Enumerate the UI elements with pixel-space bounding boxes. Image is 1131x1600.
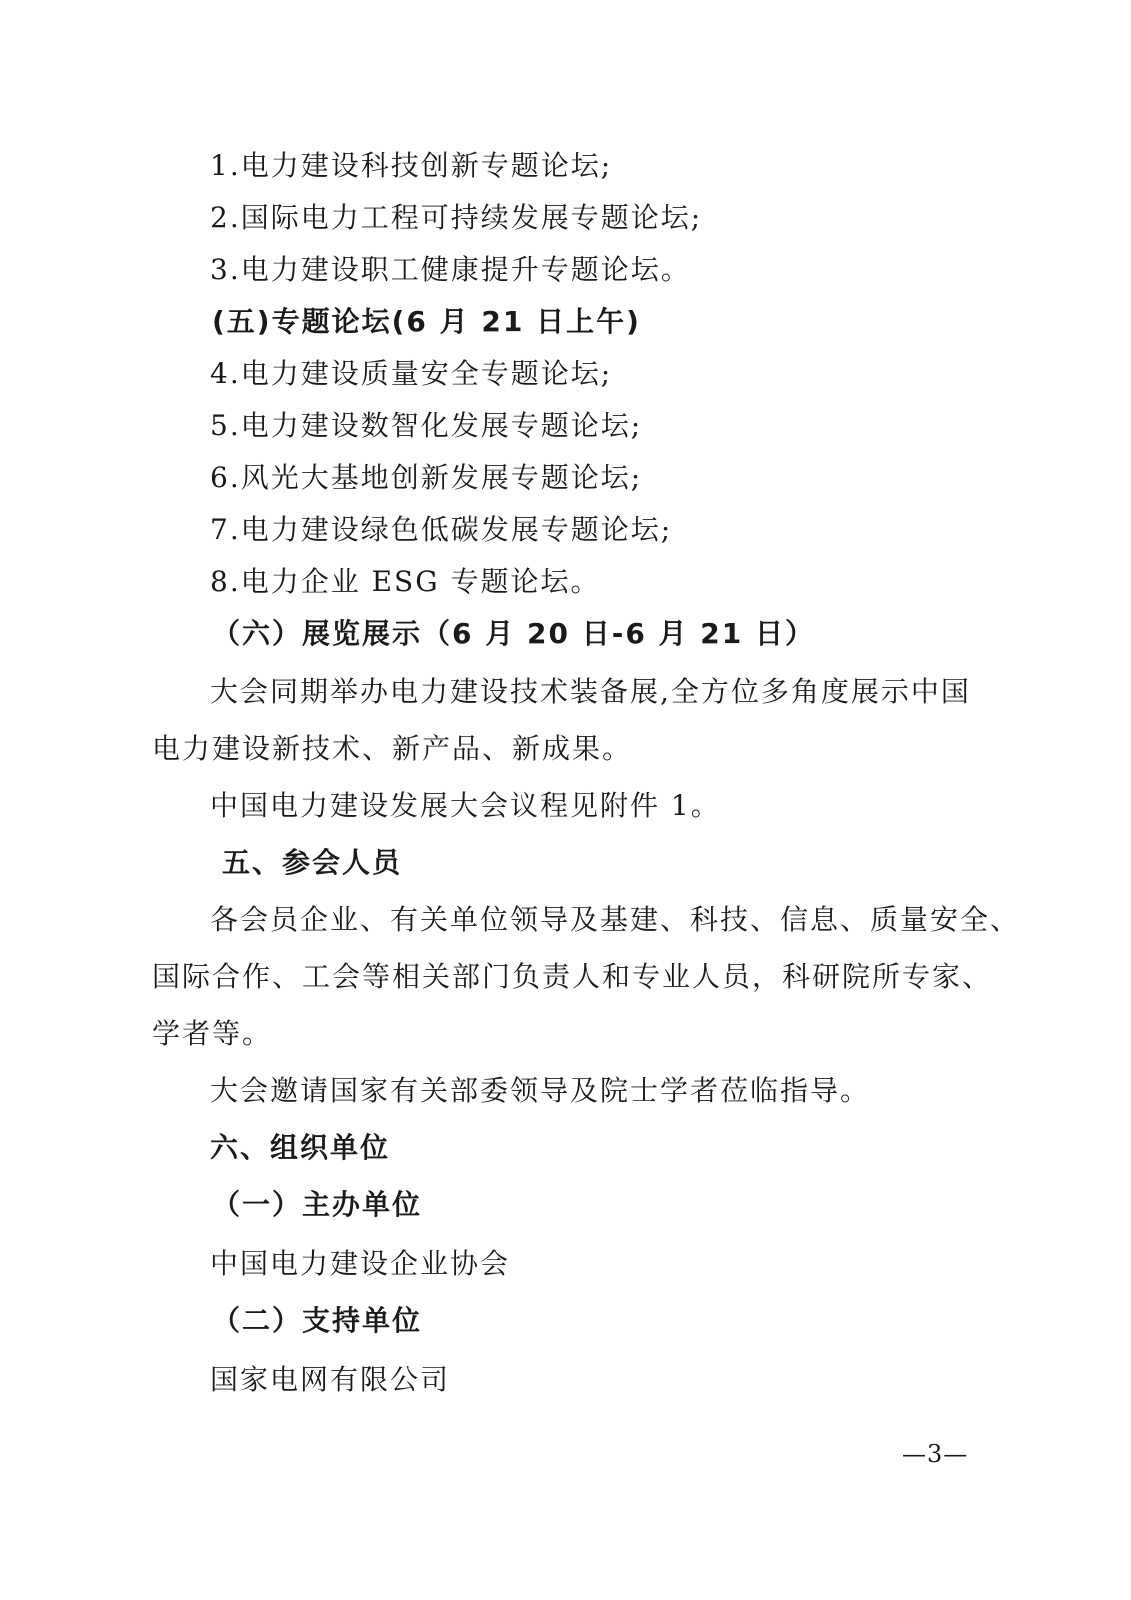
forum-item-6: 6.风光大基地创新发展专题论坛; [210, 461, 643, 494]
heading-host: （一）主办单位 [212, 1188, 423, 1221]
paragraph-exhibition-line-2: 电力建设新技术、新产品、新成果。 [152, 732, 633, 765]
host-organization: 中国电力建设企业协会 [210, 1247, 511, 1280]
forum-item-3: 3.电力建设职工健康提升专题论坛。 [210, 253, 691, 286]
section-heading-5: (五)专题论坛(6 月 21 日上午) [212, 305, 641, 338]
forum-item-7: 7.电力建设绿色低碳发展专题论坛; [210, 513, 673, 546]
heading-participants: 五、参会人员 [222, 846, 403, 879]
heading-supporter: （二）支持单位 [212, 1304, 423, 1337]
paragraph-exhibition-line-1: 大会同期举办电力建设技术装备展,全方位多角度展示中国 [210, 675, 971, 708]
paragraph-agenda: 中国电力建设发展大会议程见附件 1。 [210, 789, 721, 822]
section-heading-6: （六）展览展示（6 月 20 日-6 月 21 日） [212, 617, 816, 650]
forum-item-1: 1.电力建设科技创新专题论坛; [210, 149, 613, 182]
page-number: —3— [902, 1440, 969, 1468]
paragraph-invitation: 大会邀请国家有关部委领导及院士学者莅临指导。 [210, 1074, 871, 1107]
paragraph-participants-line-1: 各会员企业、有关单位领导及基建、科技、信息、质量安全、 [210, 903, 1021, 936]
forum-item-5: 5.电力建设数智化发展专题论坛; [210, 409, 643, 442]
heading-organizers: 六、组织单位 [210, 1131, 391, 1164]
paragraph-participants-line-3: 学者等。 [152, 1017, 273, 1050]
forum-item-2: 2.国际电力工程可持续发展专题论坛; [210, 201, 703, 234]
paragraph-participants-line-2: 国际合作、工会等相关部门负责人和专业人员，科研院所专家、 [152, 960, 993, 993]
forum-item-4: 4.电力建设质量安全专题论坛; [210, 357, 613, 390]
supporter-organization: 国家电网有限公司 [210, 1363, 451, 1396]
forum-item-8: 8.电力企业 ESG 专题论坛。 [210, 565, 601, 598]
